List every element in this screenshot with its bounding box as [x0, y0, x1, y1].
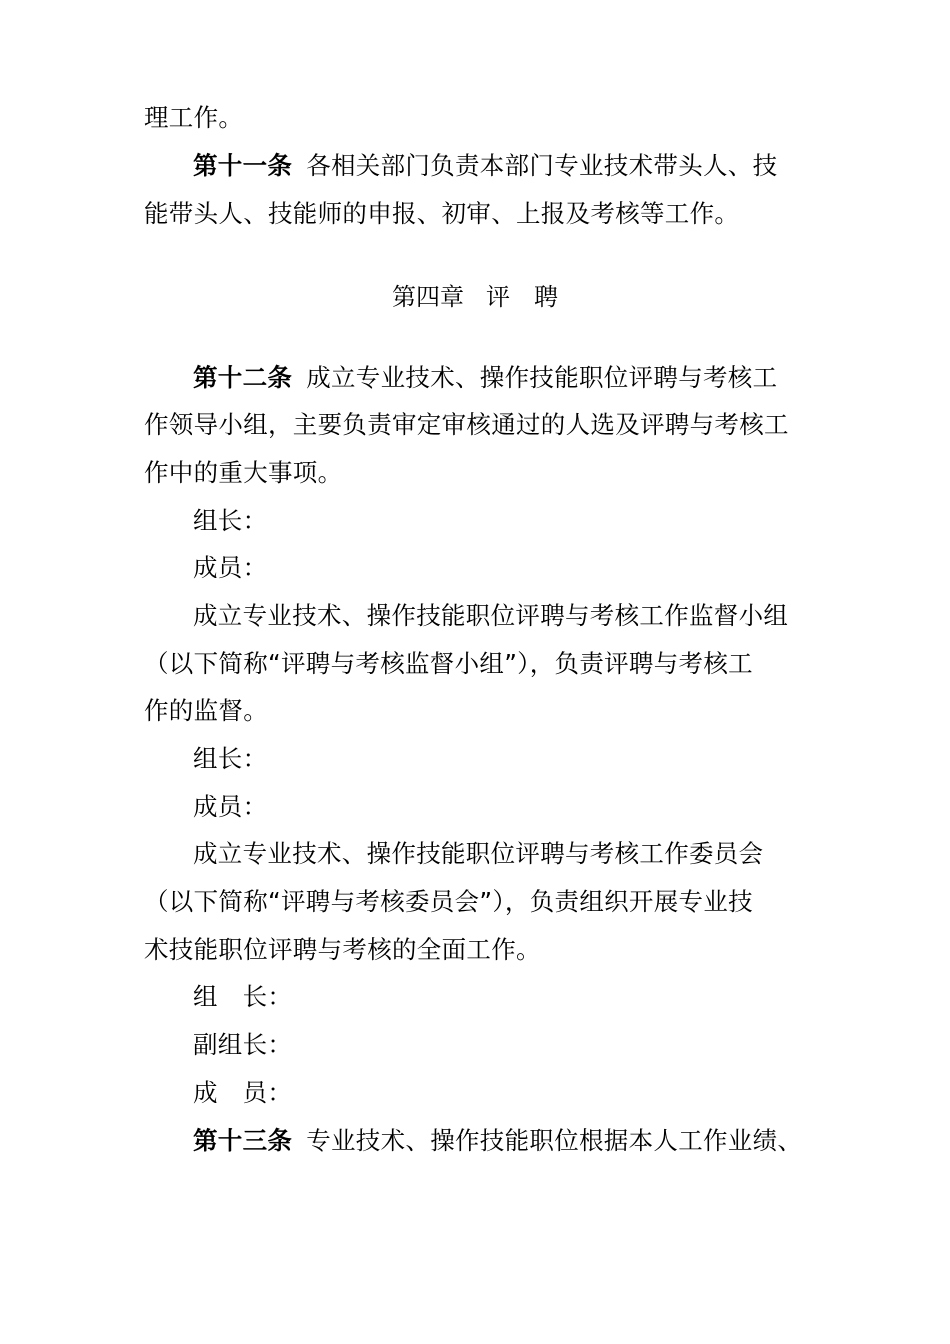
paragraph-line: 作中的重大事项。 [144, 458, 343, 487]
article-label: 第十二条 [193, 363, 293, 392]
members-line: 成员： [193, 553, 268, 582]
paragraph-line: 理工作。 [144, 103, 244, 132]
paragraph-line: 术技能职位评聘与考核的全面工作。 [144, 935, 541, 964]
paragraph-line: 作领导小组，主要负责审定审核通过的人选及评聘与考核工 [144, 410, 789, 439]
article-12 [193, 363, 777, 393]
paragraph-line: （以下简称“评聘与考核监督小组”），负责评聘与考核工 [144, 649, 753, 678]
leader-line: 组长： [193, 744, 268, 773]
deputy-leader-line: 副组长： [193, 1030, 293, 1059]
leader-line: 组长： [193, 506, 268, 535]
article-text: 成立专业技术、操作技能职位评聘与考核工 [306, 363, 778, 392]
chapter-title: 评 聘 [486, 283, 558, 311]
paragraph-line: （以下简称“评聘与考核委员会”），负责组织开展专业技 [144, 887, 753, 916]
paragraph-line: 作的监督。 [144, 696, 268, 725]
paragraph-line: 成立专业技术、操作技能职位评聘与考核工作委员会 [193, 839, 764, 868]
members-line: 成 员： [193, 1078, 293, 1107]
members-line: 成员： [193, 792, 268, 821]
article-text: 专业技术、操作技能职位根据本人工作业绩、 [306, 1126, 803, 1155]
paragraph-line: 成立专业技术、操作技能职位评聘与考核工作监督小组 [193, 601, 789, 630]
article-11 [193, 151, 777, 181]
chapter-heading [0, 282, 950, 312]
chapter-number: 第四章 [392, 283, 464, 311]
article-text: 各相关部门负责本部门专业技术带头人、技 [306, 151, 778, 180]
paragraph-line: 能带头人、技能师的申报、初审、上报及考核等工作。 [144, 199, 740, 228]
article-13 [193, 1126, 802, 1156]
article-label: 第十三条 [193, 1126, 293, 1155]
leader-line: 组 长： [193, 982, 293, 1011]
article-label: 第十一条 [193, 151, 293, 180]
